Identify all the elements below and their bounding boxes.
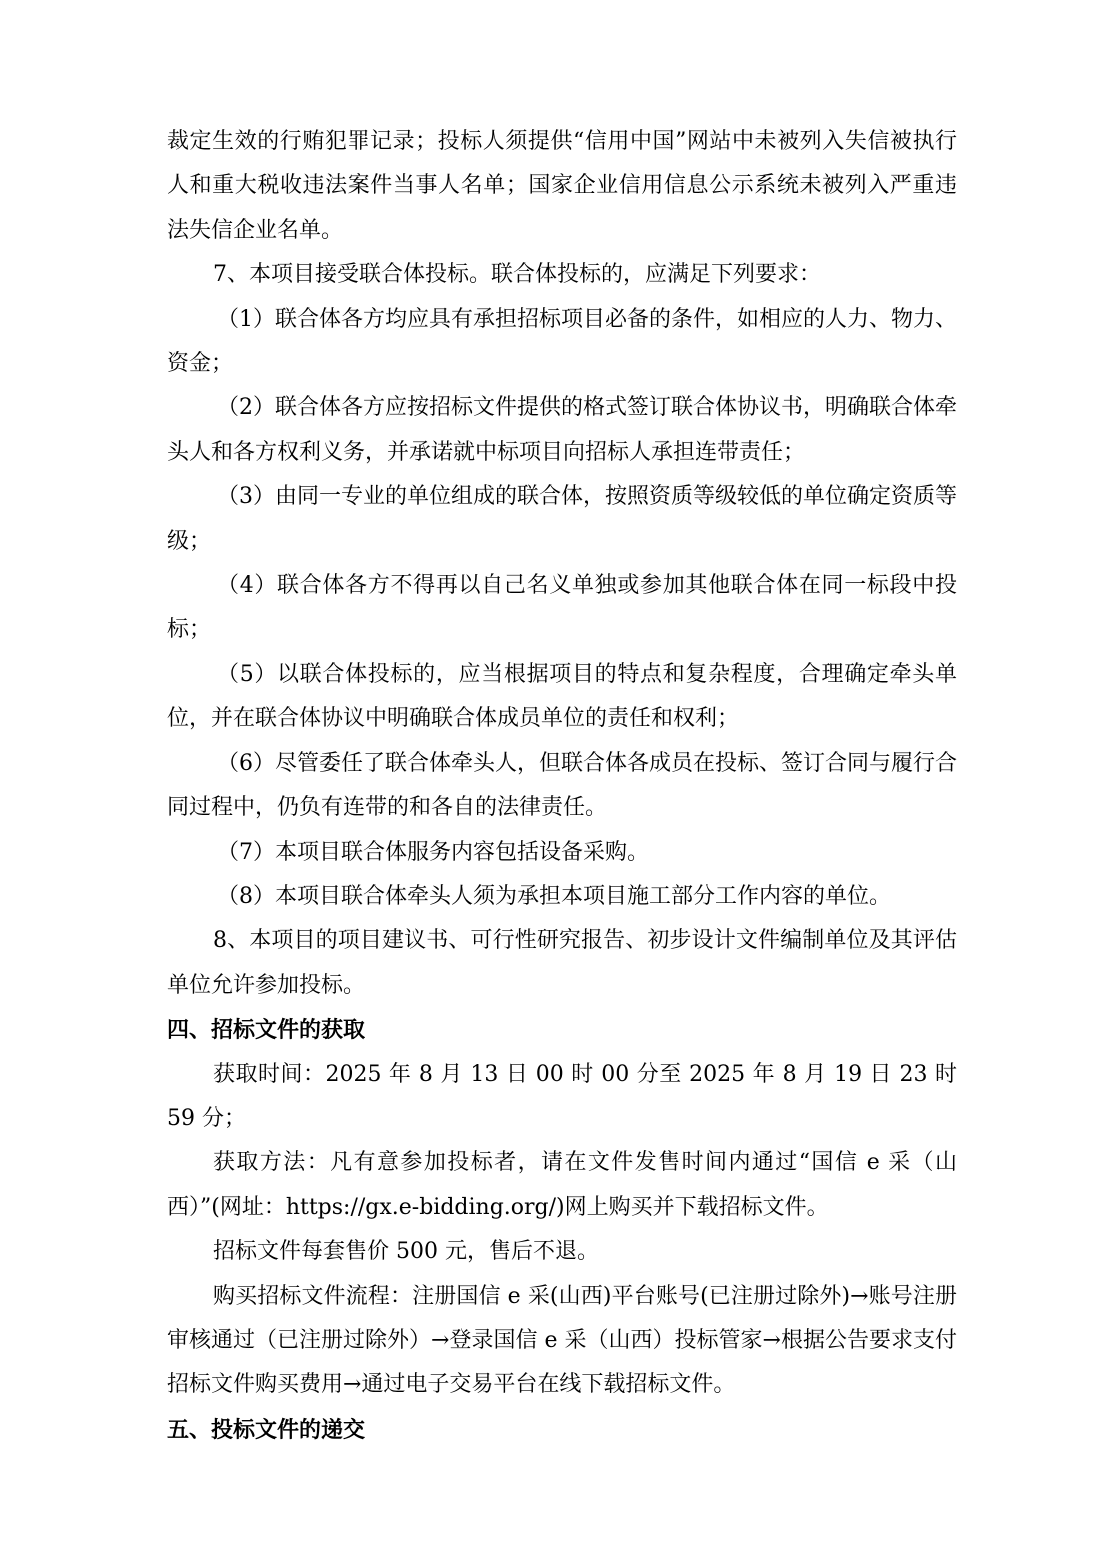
paragraph-consortium-req-1: （1）联合体各方均应具有承担招标项目必备的条件，如相应的人力、物力、资金； (167, 306, 957, 377)
paragraph-purchase-process: 购买招标文件流程：注册国信 e 采(山西)平台账号(已注册过除外)→账号注册审核通过（已注册过除外）→登录国信 e 采（山西）投标管家→根据公告要求支付招标文件购买费用→通过电子交易平台在线下载招标文件。 (167, 1283, 957, 1398)
paragraph-consortium-req-7: （7）本项目联合体服务内容包括设备采购。 (217, 839, 649, 865)
paragraph-obtain-time: 获取时间：2025 年 8 月 13 日 00 时 00 分至 2025 年 8 月 19 日 23 时 59 分； (167, 1061, 957, 1131)
paragraph-document-price: 招标文件每套售价 500 元，售后不退。 (213, 1239, 599, 1265)
paragraph-obtain-method: 获取方法：凡有意参加投标者，请在文件发售时间内通过“国信 e 采（山西）”(网址：https://gx.e-bidding.org/)网上购买并下载招标文件。 (167, 1150, 957, 1220)
paragraph-credit-record: 裁定生效的行贿犯罪记录；投标人须提供“信用中国”网站中未被列入失信被执行人和重大税收违法案件当事人名单；国家企业信用信息公示系统未被列入严重违法失信企业名单。 (167, 129, 957, 243)
paragraph-consortium-req-2: （2）联合体各方应按招标文件提供的格式签订联合体协议书，明确联合体牵头人和各方权利义务，并承诺就中标项目向招标人承担连带责任； (167, 395, 957, 465)
paragraph-consortium-req-3: （3）由同一专业的单位组成的联合体，按照资质等级较低的单位确定资质等级； (167, 484, 957, 554)
document-body (167, 120, 957, 1452)
paragraph-consortium-req-6: （6）尽管委任了联合体牵头人，但联合体各成员在投标、签订合同与履行合同过程中，仍负有连带的和各自的法律责任。 (167, 750, 957, 821)
section-heading-obtain-documents: 四、招标文件的获取 (167, 1017, 366, 1044)
paragraph-consortium-req-5: （5）以联合体投标的，应当根据项目的特点和复杂程度，合理确定牵头单位，并在联合体协议中明确联合体成员单位的责任和权利； (167, 661, 957, 732)
paragraph-consortium-req-8: （8）本项目联合体牵头人须为承担本项目施工部分工作内容的单位。 (217, 883, 891, 909)
section-heading-submit-bids: 五、投标文件的递交 (167, 1416, 366, 1443)
paragraph-item-8: 8、本项目的项目建议书、可行性研究报告、初步设计文件编制单位及其评估单位允许参加投标。 (167, 928, 957, 998)
paragraph-consortium-intro: 7、本项目接受联合体投标。联合体投标的，应满足下列要求： (213, 262, 821, 288)
paragraph-consortium-req-4: （4）联合体各方不得再以自己名义单独或参加其他联合体在同一标段中投标； (167, 573, 957, 643)
